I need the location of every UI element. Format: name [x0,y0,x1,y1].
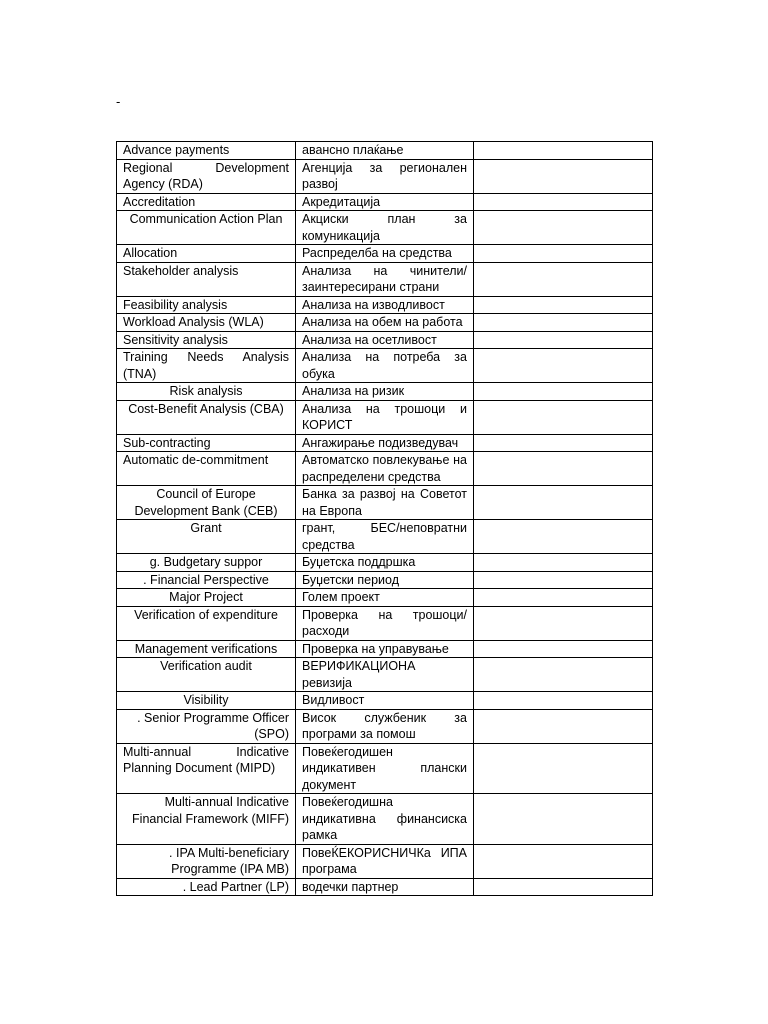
macedonian-term-cell: Повеќегодишна индикативна финансиска рамка [296,794,474,845]
english-term-cell: Verification of expenditure [117,606,296,640]
table-row [117,159,653,193]
macedonian-term-cell: водечки партнер [296,878,474,896]
table-row [117,383,653,401]
table-row [117,400,653,434]
english-term-cell: Council of Europe Development Bank (CEB) [117,486,296,520]
empty-cell [474,245,653,263]
table-row [117,692,653,710]
table-row [117,878,653,896]
empty-cell [474,400,653,434]
english-term-cell: Allocation [117,245,296,263]
macedonian-term-cell: Буџетски период [296,571,474,589]
empty-cell [474,486,653,520]
table-row [117,709,653,743]
empty-cell [474,262,653,296]
macedonian-term-cell: Висок службеник за програми за помош [296,709,474,743]
empty-cell [474,296,653,314]
english-term-cell: . IPA Multi-beneficiary Programme (IPA MB) [117,844,296,878]
empty-cell [474,743,653,794]
macedonian-term-cell: Распределба на средства [296,245,474,263]
macedonian-term-cell: Анализа на трошоци и КОРИСТ [296,400,474,434]
english-term-cell: Accreditation [117,193,296,211]
empty-cell [474,658,653,692]
english-term-cell: g. Budgetary suppor [117,554,296,572]
empty-cell [474,159,653,193]
table-row [117,743,653,794]
macedonian-term-cell: Повеќегодишен индикативен плански документ [296,743,474,794]
macedonian-term-cell: Буџетска поддршка [296,554,474,572]
table-row [117,554,653,572]
empty-cell [474,383,653,401]
empty-cell [474,314,653,332]
empty-cell [474,844,653,878]
macedonian-term-cell: Ангажирање подизведувач [296,434,474,452]
table-row [117,606,653,640]
empty-cell [474,211,653,245]
empty-cell [474,709,653,743]
table-row [117,314,653,332]
empty-cell [474,349,653,383]
macedonian-term-cell: Анализа на чинители/заинтересирани страни [296,262,474,296]
english-term-cell: Feasibility analysis [117,296,296,314]
macedonian-term-cell: Агенција за регионален развој [296,159,474,193]
english-term-cell: Automatic de-commitment [117,452,296,486]
table-row [117,658,653,692]
table-row [117,193,653,211]
table-row [117,589,653,607]
table-row [117,245,653,263]
table-row [117,142,653,160]
table-row [117,640,653,658]
macedonian-term-cell: Акциски план за комуникација [296,211,474,245]
macedonian-term-cell: Анализа на изводливост [296,296,474,314]
table-row [117,349,653,383]
macedonian-term-cell: Анализа на осетливост [296,331,474,349]
table-row [117,844,653,878]
macedonian-term-cell: Проверка на трошоци/расходи [296,606,474,640]
english-term-cell: Multi-annual Indicative Planning Document (MIPD) [117,743,296,794]
page-dash: - [116,94,121,109]
empty-cell [474,452,653,486]
english-term-cell: Major Project [117,589,296,607]
empty-cell [474,692,653,710]
empty-cell [474,193,653,211]
english-term-cell: Stakeholder analysis [117,262,296,296]
english-term-cell: Verification audit [117,658,296,692]
macedonian-term-cell: ВЕРИФИКАЦИОНА ревизија [296,658,474,692]
table-row [117,520,653,554]
macedonian-term-cell: Акредитација [296,193,474,211]
english-term-cell: Workload Analysis (WLA) [117,314,296,332]
empty-cell [474,571,653,589]
table-row [117,331,653,349]
macedonian-term-cell: ПовеЌЕКОРИСНИЧКа ИПА програма [296,844,474,878]
english-term-cell: Multi-annual Indicative Financial Framework (MIFF) [117,794,296,845]
english-term-cell: Cost-Benefit Analysis (CBA) [117,400,296,434]
empty-cell [474,878,653,896]
table-row [117,434,653,452]
macedonian-term-cell: авансно плаќање [296,142,474,160]
english-term-cell: . Financial Perspective [117,571,296,589]
macedonian-term-cell: Анализа на потреба за обука [296,349,474,383]
macedonian-term-cell: Анализа на ризик [296,383,474,401]
glossary-table [116,141,653,896]
english-term-cell: Communication Action Plan [117,211,296,245]
empty-cell [474,142,653,160]
english-term-cell: Visibility [117,692,296,710]
english-term-cell: . Lead Partner (LP) [117,878,296,896]
table-row [117,794,653,845]
glossary-body [117,142,653,896]
empty-cell [474,589,653,607]
table-row [117,262,653,296]
empty-cell [474,606,653,640]
empty-cell [474,640,653,658]
english-term-cell: Sensitivity analysis [117,331,296,349]
macedonian-term-cell: Банка за развој на Советот на Европа [296,486,474,520]
empty-cell [474,554,653,572]
macedonian-term-cell: Голем проект [296,589,474,607]
empty-cell [474,434,653,452]
english-term-cell: Sub-contracting [117,434,296,452]
english-term-cell: Advance payments [117,142,296,160]
english-term-cell: . Senior Programme Officer (SPO) [117,709,296,743]
english-term-cell: Grant [117,520,296,554]
table-row [117,296,653,314]
macedonian-term-cell: Видливост [296,692,474,710]
table-row [117,452,653,486]
english-term-cell: Training Needs Analysis (TNA) [117,349,296,383]
table-row [117,486,653,520]
table-row [117,211,653,245]
table-row [117,571,653,589]
macedonian-term-cell: Проверка на управување [296,640,474,658]
macedonian-term-cell: грант, БЕС/неповратни средства [296,520,474,554]
empty-cell [474,520,653,554]
macedonian-term-cell: Автоматско повлекување на распределени средства [296,452,474,486]
empty-cell [474,794,653,845]
english-term-cell: Risk analysis [117,383,296,401]
macedonian-term-cell: Анализа на обем на работа [296,314,474,332]
empty-cell [474,331,653,349]
english-term-cell: Management verifications [117,640,296,658]
english-term-cell: Regional Development Agency (RDA) [117,159,296,193]
